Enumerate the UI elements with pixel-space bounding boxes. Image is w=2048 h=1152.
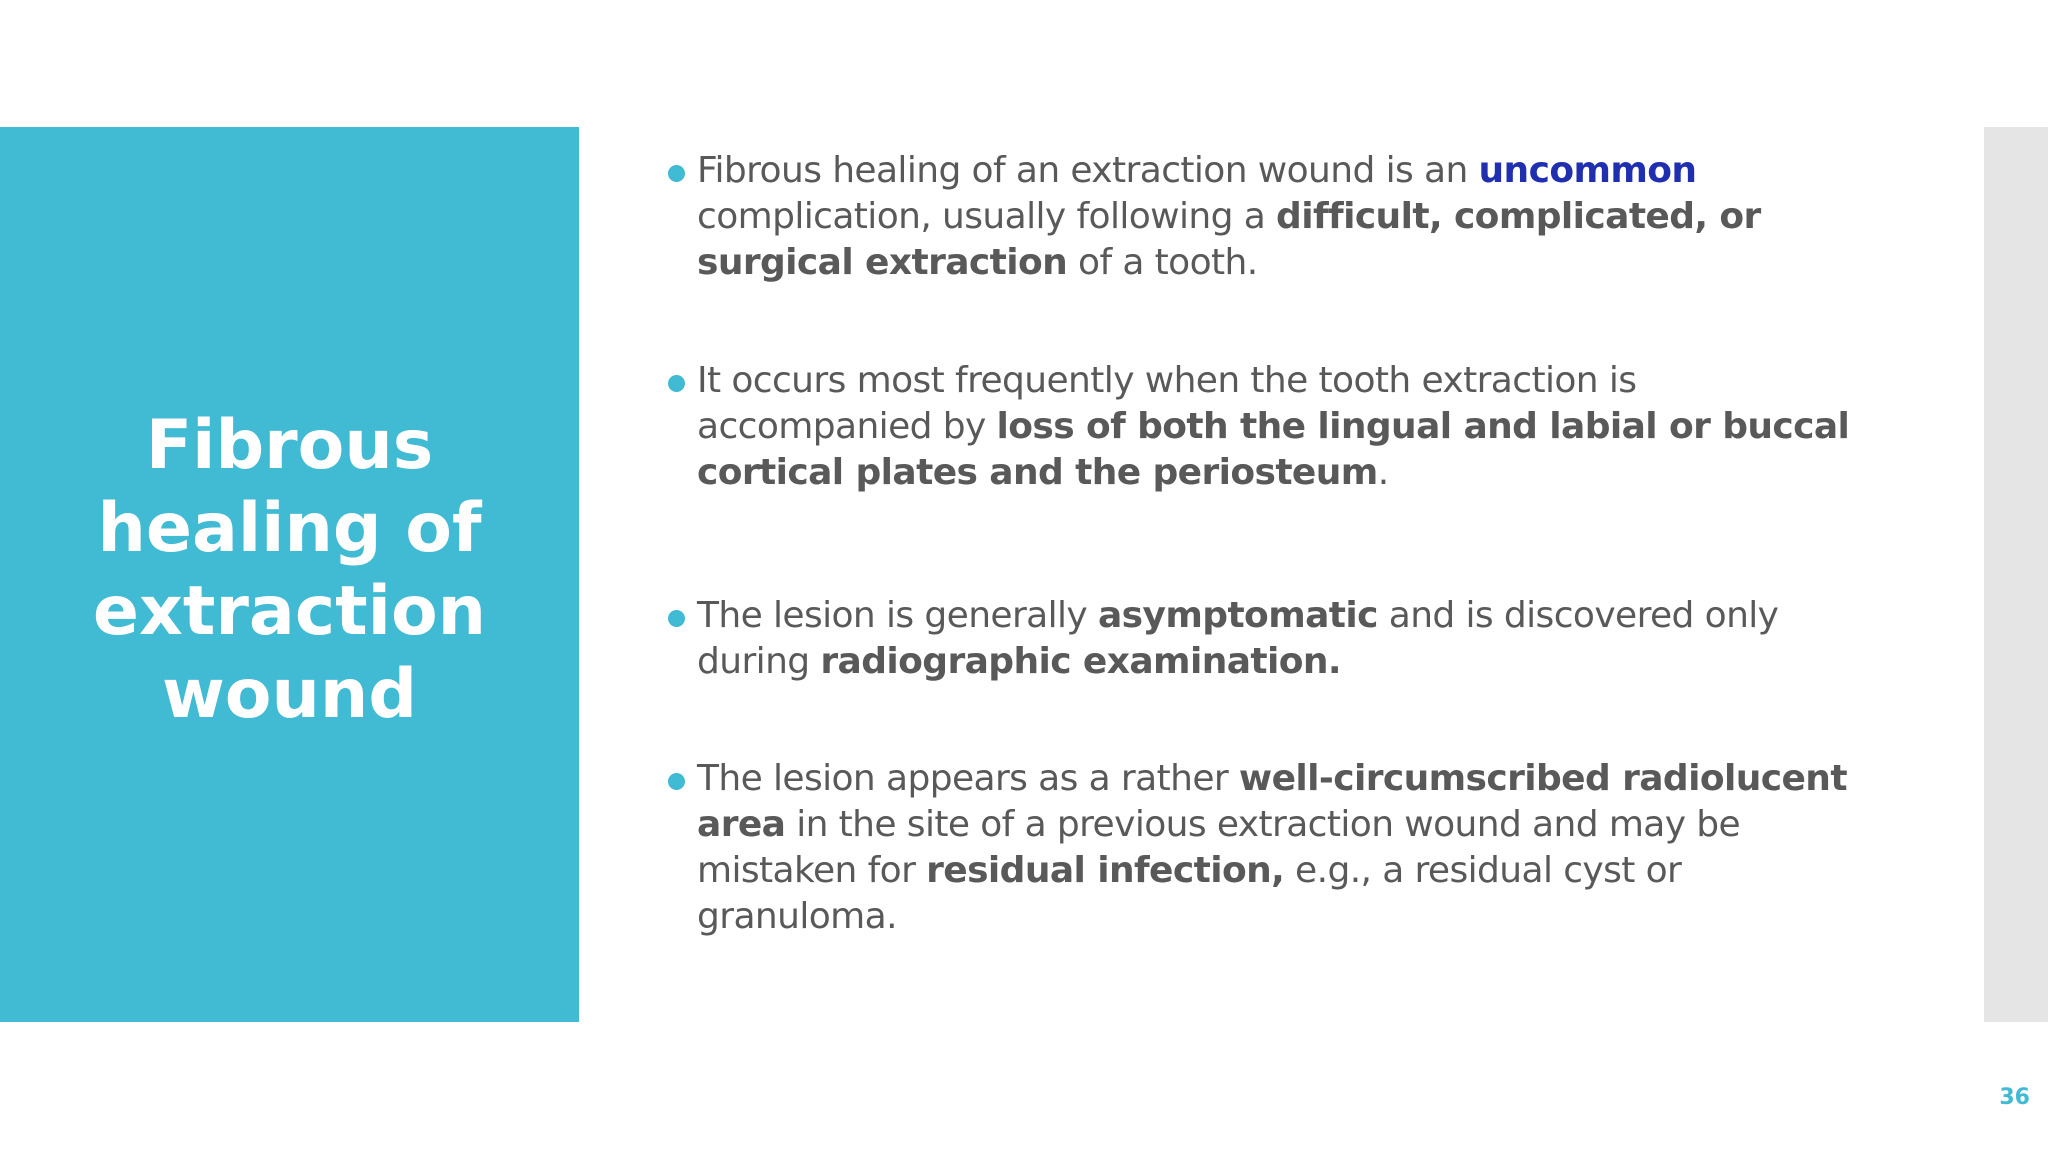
- bullet-item-2: [668, 358, 1868, 496]
- bullet-text-bold: radiographic examination.: [820, 641, 1341, 682]
- bullet-text-highlight: uncommon: [1478, 150, 1697, 191]
- bullet-text-plain: of a tooth.: [1067, 242, 1258, 283]
- bullet-text-plain: Fibrous healing of an extraction wound is an: [697, 150, 1479, 191]
- bullet-text-plain: in the site of a previous extraction wound and may be mistaken for: [697, 804, 1741, 891]
- slide-title: Fibrous healing of extraction wound: [92, 405, 487, 734]
- bullet-text: [697, 756, 1868, 940]
- bullet-text-plain: The lesion is generally: [697, 595, 1098, 636]
- side-decoration-strip: [1984, 127, 2048, 1022]
- bullet-text-plain: e.g., a residual cyst or granuloma.: [697, 850, 1682, 937]
- title-panel: [0, 127, 579, 1022]
- bullet-text: [697, 358, 1868, 496]
- bullet-text-plain: complication, usually following a: [697, 196, 1277, 237]
- bullet-text: [697, 148, 1868, 286]
- bullet-item-3: [668, 593, 1868, 685]
- bullet-text-bold: asymptomatic: [1097, 595, 1378, 636]
- bullet-text-plain: It occurs most frequently when the tooth extraction is accompanied by: [697, 360, 1637, 447]
- bullet-dot-icon: [668, 610, 685, 627]
- bullet-text-plain: .: [1377, 452, 1389, 493]
- bullet-text-bold: difficult, complicated, or surgical extraction: [697, 196, 1761, 283]
- bullet-dot-icon: [668, 375, 685, 392]
- bullet-text-plain: The lesion appears as a rather: [697, 758, 1239, 799]
- bullet-text: [697, 593, 1868, 685]
- bullet-text-bold: well-circumscribed radiolucent area: [697, 758, 1847, 845]
- bullet-dot-icon: [668, 773, 685, 790]
- bullet-dot-icon: [668, 165, 685, 182]
- bullet-text-plain: and is discovered only during: [697, 595, 1779, 682]
- bullet-text-bold: loss of both the lingual and labial or buccal cortical plates and the periosteum: [697, 406, 1850, 493]
- bullet-text-bold: residual infection,: [926, 850, 1285, 891]
- page-number: 36: [1999, 1085, 2030, 1110]
- bullet-item-4: [668, 756, 1868, 940]
- bullet-item-1: [668, 148, 1868, 286]
